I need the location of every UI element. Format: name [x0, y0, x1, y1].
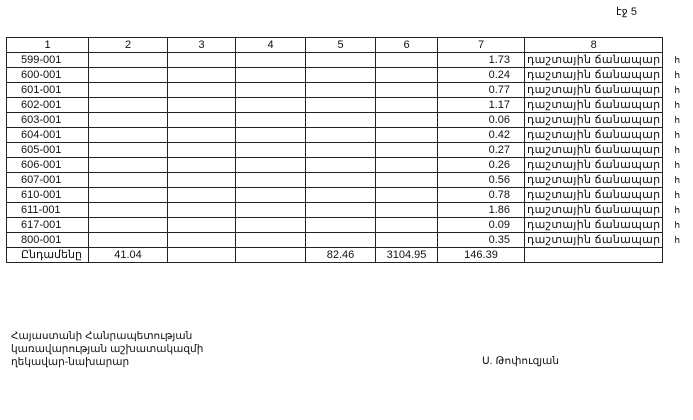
- row-tail-mark: հ: [674, 115, 681, 125]
- row-tail-mark: հ: [674, 235, 681, 245]
- table-row: [7, 83, 663, 98]
- land-type: [525, 68, 681, 83]
- table-row: [7, 98, 663, 113]
- land-type: [525, 188, 681, 203]
- cell-4: [236, 158, 306, 173]
- parcel-code: 617-001: [7, 218, 89, 233]
- cell-4: [236, 98, 306, 113]
- cell-6: [376, 83, 438, 98]
- cell-3: [168, 113, 236, 128]
- table-row: [7, 233, 663, 248]
- cell-4: [236, 83, 306, 98]
- cell-2: [89, 128, 168, 143]
- parcel-code: 611-001: [7, 203, 89, 218]
- cell-4: [236, 128, 306, 143]
- cell-3: [168, 203, 236, 218]
- cell-6: [376, 158, 438, 173]
- cell-3: [168, 98, 236, 113]
- parcel-code: 605-001: [7, 143, 89, 158]
- total-col-3: [168, 248, 236, 263]
- cell-4: [236, 68, 306, 83]
- cell-2: [89, 98, 168, 113]
- area-value: 0.24: [438, 68, 525, 83]
- row-tail-mark: հ: [674, 205, 681, 215]
- land-type: [525, 218, 681, 233]
- cell-5: [306, 68, 376, 83]
- cell-4: [236, 143, 306, 158]
- cell-3: [168, 53, 236, 68]
- area-value: 0.35: [438, 233, 525, 248]
- land-type: [525, 113, 681, 128]
- cell-3: [168, 173, 236, 188]
- parcel-code: 604-001: [7, 128, 89, 143]
- land-type: [525, 98, 681, 113]
- land-type-text: դաշտային ճանապար: [527, 159, 661, 171]
- col-header-6: 6: [376, 38, 438, 53]
- total-col-7: 146.39: [438, 248, 525, 263]
- cell-6: [376, 68, 438, 83]
- page-number: էջ 5: [616, 6, 637, 18]
- land-type-text: դաշտային ճանապար: [527, 189, 661, 201]
- total-row: [7, 248, 663, 263]
- col-header-8: 8: [525, 38, 663, 53]
- table-row: [7, 173, 663, 188]
- land-type-text: դաշտային ճանապար: [527, 204, 661, 216]
- signature-line-3: ղեկավար-նախարար: [11, 356, 130, 368]
- row-tail-mark: հ: [674, 85, 681, 95]
- table-row: [7, 218, 663, 233]
- land-type-text: դաշտային ճանապար: [527, 84, 661, 96]
- land-type-text: դաշտային ճանապար: [527, 144, 661, 156]
- area-value: 1.86: [438, 203, 525, 218]
- row-tail-mark: հ: [674, 130, 681, 140]
- parcel-code: 602-001: [7, 98, 89, 113]
- cell-4: [236, 113, 306, 128]
- cell-4: [236, 53, 306, 68]
- cell-3: [168, 83, 236, 98]
- table-row: [7, 113, 663, 128]
- area-value: 0.27: [438, 143, 525, 158]
- parcel-code: 603-001: [7, 113, 89, 128]
- area-value: 0.26: [438, 158, 525, 173]
- col-header-5: 5: [306, 38, 376, 53]
- parcel-code: 610-001: [7, 188, 89, 203]
- parcel-code: 600-001: [7, 68, 89, 83]
- total-col-4: [236, 248, 306, 263]
- row-tail-mark: հ: [674, 70, 681, 80]
- table-row: [7, 158, 663, 173]
- cell-4: [236, 218, 306, 233]
- col-header-3: 3: [168, 38, 236, 53]
- cell-4: [236, 188, 306, 203]
- col-header-2: 2: [89, 38, 168, 53]
- row-tail-mark: հ: [674, 145, 681, 155]
- signature-line-1: Հայաստանի Հանրապետության: [11, 330, 193, 342]
- signature-line-2: կառավարության աշխատակազմի: [11, 343, 204, 355]
- land-type: [525, 158, 681, 173]
- cell-6: [376, 233, 438, 248]
- area-value: 0.06: [438, 113, 525, 128]
- cell-6: [376, 188, 438, 203]
- land-type-text: դաշտային ճանապար: [527, 234, 661, 246]
- cell-5: [306, 143, 376, 158]
- land-type: [525, 53, 681, 68]
- cell-5: [306, 98, 376, 113]
- cell-3: [168, 218, 236, 233]
- cell-3: [168, 188, 236, 203]
- col-header-4: 4: [236, 38, 306, 53]
- table-row: [7, 53, 663, 68]
- cell-6: [376, 128, 438, 143]
- table-row: [7, 203, 663, 218]
- cell-2: [89, 158, 168, 173]
- cell-2: [89, 203, 168, 218]
- total-col-5: 82.46: [306, 248, 376, 263]
- cell-2: [89, 233, 168, 248]
- area-value: 1.73: [438, 53, 525, 68]
- cell-3: [168, 128, 236, 143]
- row-tail-mark: հ: [674, 175, 681, 185]
- parcel-code: 607-001: [7, 173, 89, 188]
- cell-6: [376, 113, 438, 128]
- table-row: [7, 68, 663, 83]
- land-type-text: դաշտային ճանապար: [527, 99, 661, 111]
- cell-3: [168, 158, 236, 173]
- total-col-8: [525, 248, 663, 263]
- land-type-text: դաշտային ճանապար: [527, 129, 661, 141]
- cell-4: [236, 203, 306, 218]
- cell-5: [306, 188, 376, 203]
- table-row: [7, 143, 663, 158]
- land-type: [525, 128, 681, 143]
- parcel-code: 599-001: [7, 53, 89, 68]
- land-type: [525, 143, 681, 158]
- land-table: [6, 37, 681, 263]
- area-value: 0.09: [438, 218, 525, 233]
- row-tail-mark: հ: [674, 55, 681, 65]
- cell-5: [306, 83, 376, 98]
- cell-3: [168, 143, 236, 158]
- area-value: 0.42: [438, 128, 525, 143]
- cell-3: [168, 233, 236, 248]
- signature-name: Ս. Թոփուզյան: [482, 355, 560, 367]
- total-col-6: 3104.95: [376, 248, 438, 263]
- land-type-text: դաշտային ճանապար: [527, 114, 661, 126]
- cell-5: [306, 128, 376, 143]
- table-row: [7, 128, 663, 143]
- signature-title: [11, 330, 203, 369]
- land-type-text: դաշտային ճանապար: [527, 54, 661, 66]
- col-header-7: 7: [438, 38, 525, 53]
- cell-5: [306, 113, 376, 128]
- cell-2: [89, 68, 168, 83]
- cell-2: [89, 218, 168, 233]
- total-label: Ընդամենը: [7, 248, 89, 263]
- land-type: [525, 83, 681, 98]
- cell-6: [376, 53, 438, 68]
- area-value: 0.56: [438, 173, 525, 188]
- cell-3: [168, 68, 236, 83]
- total-col-2: 41.04: [89, 248, 168, 263]
- row-tail-mark: հ: [674, 220, 681, 230]
- cell-6: [376, 203, 438, 218]
- header-row: [7, 38, 663, 53]
- cell-4: [236, 233, 306, 248]
- area-value: 0.78: [438, 188, 525, 203]
- col-header-1: 1: [7, 38, 89, 53]
- cell-2: [89, 83, 168, 98]
- area-value: 1.17: [438, 98, 525, 113]
- cell-2: [89, 53, 168, 68]
- cell-2: [89, 188, 168, 203]
- cell-5: [306, 173, 376, 188]
- cell-2: [89, 143, 168, 158]
- cell-2: [89, 173, 168, 188]
- land-type: [525, 233, 681, 248]
- cell-5: [306, 158, 376, 173]
- cell-6: [376, 218, 438, 233]
- cell-5: [306, 203, 376, 218]
- cell-6: [376, 98, 438, 113]
- cell-6: [376, 143, 438, 158]
- cell-5: [306, 218, 376, 233]
- row-tail-mark: հ: [674, 190, 681, 200]
- land-type-text: դաշտային ճանապար: [527, 219, 661, 231]
- parcel-code: 601-001: [7, 83, 89, 98]
- cell-5: [306, 53, 376, 68]
- cell-5: [306, 233, 376, 248]
- row-tail-mark: հ: [674, 160, 681, 170]
- land-type-text: դաշտային ճանապար: [527, 174, 661, 186]
- parcel-code: 800-001: [7, 233, 89, 248]
- cell-2: [89, 113, 168, 128]
- area-value: 0.77: [438, 83, 525, 98]
- land-type: [525, 173, 681, 188]
- land-type-text: դաշտային ճանապար: [527, 69, 661, 81]
- row-tail-mark: հ: [674, 100, 681, 110]
- table-row: [7, 188, 663, 203]
- cell-6: [376, 173, 438, 188]
- land-type: [525, 203, 681, 218]
- cell-4: [236, 173, 306, 188]
- parcel-code: 606-001: [7, 158, 89, 173]
